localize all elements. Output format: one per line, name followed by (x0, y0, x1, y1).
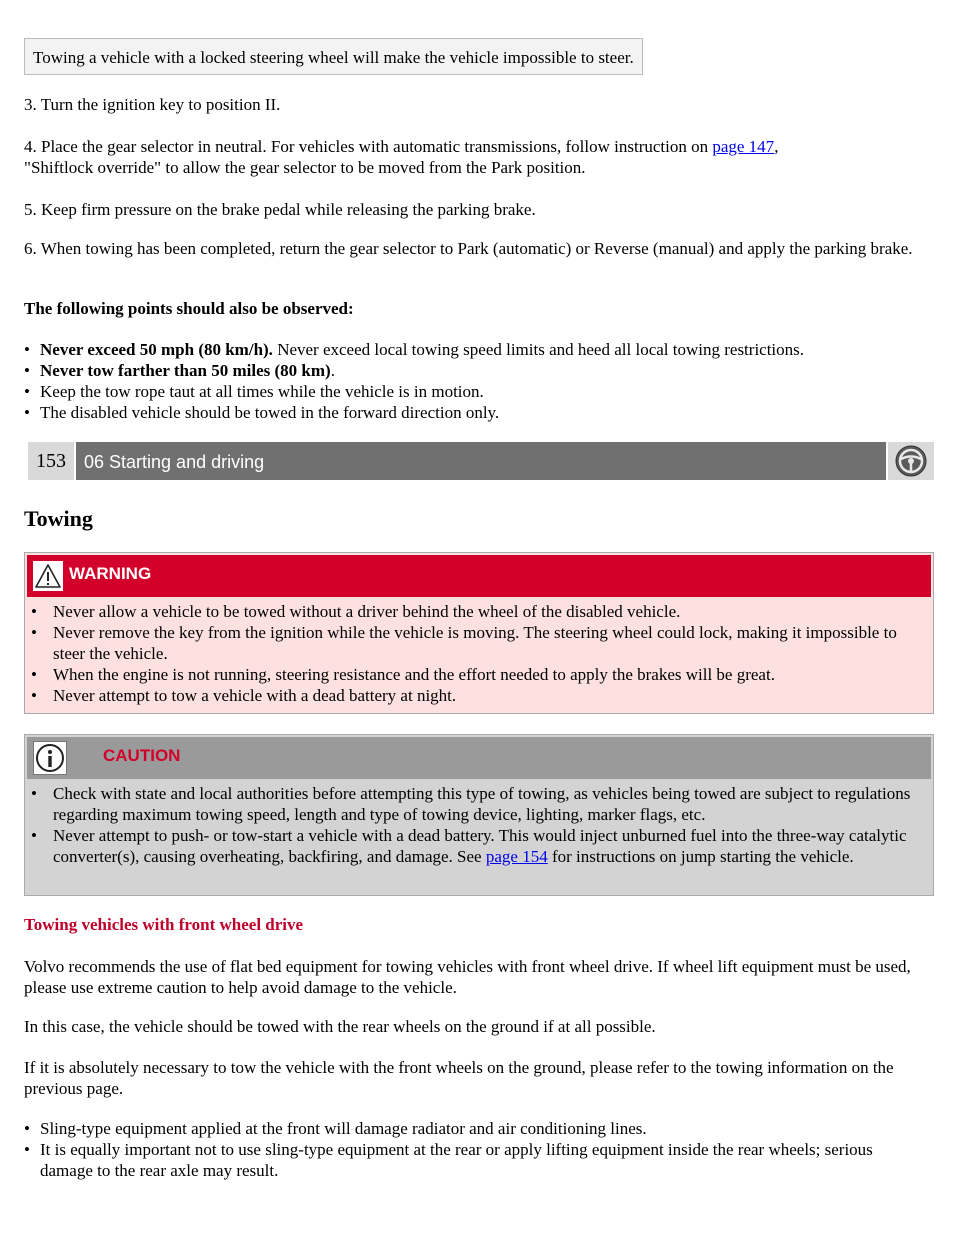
caution-body (31, 783, 927, 867)
section-header-bar (28, 442, 934, 480)
page-title: Towing (24, 506, 93, 531)
list-item (24, 402, 924, 423)
list-item (31, 825, 927, 867)
warning-box (24, 552, 934, 714)
warning-header (27, 555, 931, 597)
step-4-text: 4. Place the gear selector in neutral. For vehicles with automatic transmissions, follow instruction on (24, 137, 713, 156)
step-4 (24, 136, 924, 178)
list-item (24, 381, 924, 402)
list-item: • Check with state and local authorities before attempting this type of towing, as vehicles being towed are subject to regulations regarding maximum towing speed, length and type of towing device, lighting, marker flags, etc. (31, 783, 927, 825)
warning-body (31, 601, 927, 706)
list-item (24, 360, 924, 381)
warning-triangle-icon (33, 561, 63, 591)
fwd-list (24, 1118, 924, 1181)
step-3: 3. Turn the ignition key to position II. (24, 95, 281, 114)
fwd-heading: Towing vehicles with front wheel drive (24, 915, 304, 934)
page-number: 153 (28, 442, 74, 480)
page-147-link[interactable]: page 147 (712, 137, 775, 156)
warning-label: WARNING (69, 564, 152, 583)
page-154-link[interactable]: page 154 (485, 847, 548, 866)
list-item-bold: Never exceed 50 mph (80 km/h). (40, 340, 273, 359)
warning-list (31, 601, 927, 706)
fwd-para-2: In this case, the vehicle should be towed with the rear wheels on the ground if at all possible. (24, 1017, 656, 1036)
caution-list (31, 783, 927, 867)
observe-heading-text: The following points should also be observed: (24, 299, 354, 318)
note-box (24, 38, 643, 75)
step-4-comma: , (774, 137, 779, 156)
list-item-text: The disabled vehicle should be towed in the forward direction only. (40, 403, 500, 422)
steering-wheel-icon (888, 442, 934, 480)
section-title: 06 Starting and driving (76, 442, 886, 480)
note-text: Towing a vehicle with a locked steering wheel will make the vehicle impossible to steer. (33, 48, 634, 67)
list-item (24, 339, 924, 360)
list-item: • Never attempt to tow a vehicle with a dead battery at night. (31, 685, 927, 706)
observe-heading (24, 298, 924, 319)
caution-header (27, 737, 931, 779)
list-item-text: Keep the tow rope taut at all times while the vehicle is in motion. (40, 382, 484, 401)
info-icon (33, 741, 67, 775)
list-item-bold: Never tow farther than 50 miles (80 km) (40, 361, 331, 380)
list-item: • It is equally important not to use sling-type equipment at the rear or apply lifting equipment inside the rear wheels; serious damage to the rear axle may result. (24, 1139, 924, 1181)
list-item: • Sling-type equipment applied at the front will damage radiator and air conditioning lines. (24, 1118, 924, 1139)
observe-list (24, 339, 924, 423)
list-item-text: . (330, 361, 335, 380)
list-item-text-2: for instructions on jump starting the vehicle. (547, 847, 854, 866)
list-item-text: Never attempt to push- or tow-start a vehicle with a dead battery. This would inject unburned fuel into the three-way catalytic converter(s), causing overheating, backfiring, and damage. See (53, 826, 907, 866)
list-item-text: Never exceed local towing speed limits and heed all local towing restrictions. (272, 340, 805, 359)
caution-box (24, 734, 934, 896)
list-item: • Never allow a vehicle to be towed without a driver behind the wheel of the disabled vehicle. (31, 601, 927, 622)
step-5: 5. Keep firm pressure on the brake pedal while releasing the parking brake. (24, 200, 536, 219)
step-6: 6. When towing has been completed, return the gear selector to Park (automatic) or Reverse (manual) and apply the parking brake. (24, 239, 913, 258)
fwd-para-3: If it is absolutely necessary to tow the vehicle with the front wheels on the ground, please refer to the towing information on the previous page. (24, 1058, 894, 1098)
list-item: • When the engine is not running, steering resistance and the effort needed to apply the brakes will be great. (31, 664, 927, 685)
step-4-text-2: "Shiftlock override" to allow the gear selector to be moved from the Park position. (24, 158, 586, 177)
fwd-para-1: Volvo recommends the use of flat bed equipment for towing vehicles with front wheel drive. If wheel lift equipment must be used, please use extreme caution to help avoid damage to the vehicle. (24, 957, 911, 997)
caution-label: CAUTION (103, 746, 181, 765)
list-item: • Never remove the key from the ignition while the vehicle is moving. The steering wheel could lock, making it impossible to steer the vehicle. (31, 622, 927, 664)
